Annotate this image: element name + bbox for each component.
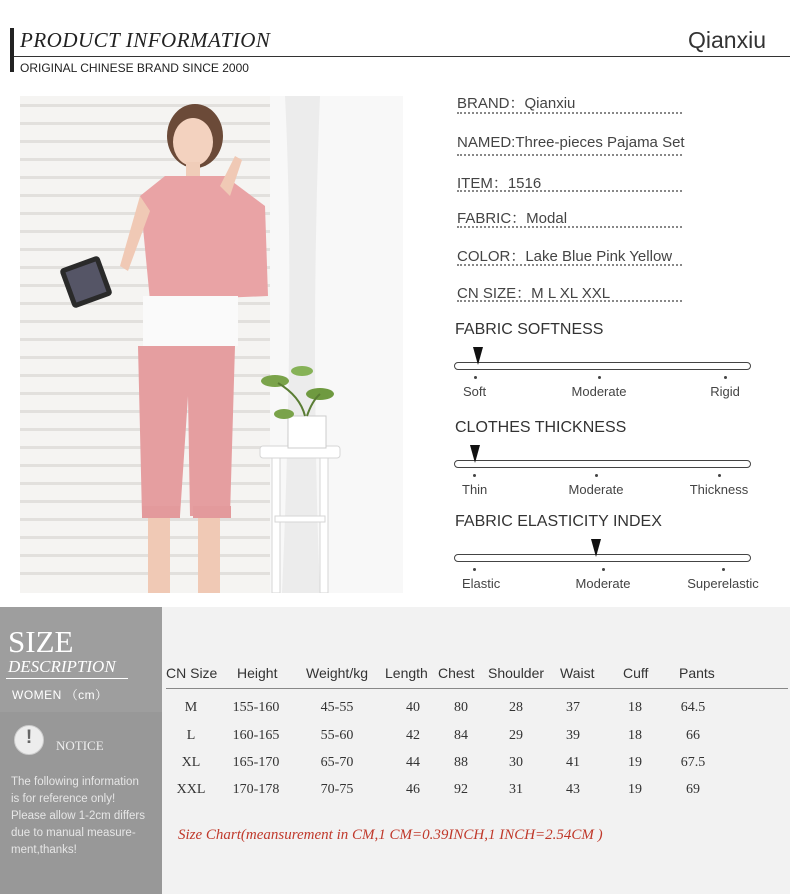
size-table-header: Length <box>385 665 428 681</box>
size-table-cell: 19 <box>628 782 642 797</box>
size-title-underline <box>6 678 128 679</box>
dotted-divider <box>457 190 682 192</box>
notice-text-line: ment,thanks! <box>11 844 77 856</box>
softness-scale-label: Soft <box>463 384 487 399</box>
scale-tick <box>602 568 605 571</box>
dotted-divider <box>457 112 682 114</box>
size-table-panel <box>162 607 790 894</box>
exclamation-icon: ! <box>25 727 33 748</box>
size-table-cell: 165-170 <box>232 755 280 770</box>
notice-text-line: is for reference only! <box>11 793 116 805</box>
info-color: COLOR：Lake Blue Pink Yellow <box>457 248 673 265</box>
size-table-cell: 42 <box>406 728 420 743</box>
size-table-cell: 37 <box>566 700 580 715</box>
scale-tick <box>473 474 476 477</box>
scale-tick <box>473 568 476 571</box>
scale-tick <box>724 376 727 379</box>
size-table-header: Chest <box>438 665 475 681</box>
size-table-cell: L <box>186 728 196 743</box>
size-table-cell: M <box>184 700 198 715</box>
size-table-cell: 80 <box>454 700 468 715</box>
size-table-cell: 18 <box>628 728 642 743</box>
size-chart-note: Size Chart(meansurement in CM,1 CM=0.39INCH,1 INCH=2.54CM ) <box>178 827 603 843</box>
elasticity-scale-title: FABRIC ELASTICITY INDEX <box>455 513 662 530</box>
notice-text-line: The following information <box>11 776 139 788</box>
size-table-cell: 28 <box>509 700 523 715</box>
size-table-cell: 170-178 <box>232 782 280 797</box>
thickness-scale-title: CLOTHES THICKNESS <box>455 419 627 436</box>
page-title: PRODUCT INFORMATION <box>20 28 271 52</box>
size-table-cell: 88 <box>454 755 468 770</box>
size-table-header: CN Size <box>166 665 218 681</box>
scale-tick <box>474 376 477 379</box>
thickness-scale-label: Thin <box>462 482 488 497</box>
size-table-cell: 70-75 <box>320 782 354 797</box>
size-table-cell: 66 <box>686 728 700 743</box>
elasticity-scale-label: Elastic <box>462 576 501 591</box>
thickness-level-marker <box>470 445 480 463</box>
scale-tick <box>598 376 601 379</box>
size-table-cell: 64.5 <box>680 700 706 715</box>
size-title: SIZE <box>8 624 74 659</box>
size-table-cell: XL <box>181 755 201 770</box>
size-table-cell: 39 <box>566 728 580 743</box>
elasticity-scale-label: Moderate <box>575 576 631 591</box>
size-table-cell: 69 <box>686 782 700 797</box>
size-table-cell: 92 <box>454 782 468 797</box>
dotted-divider <box>457 264 682 266</box>
size-table-header: Pants <box>679 665 715 681</box>
size-table-cell: 55-60 <box>320 728 354 743</box>
size-table-cell: 43 <box>566 782 580 797</box>
dotted-divider <box>457 226 682 228</box>
size-table-cell: 155-160 <box>232 700 280 715</box>
scale-tick <box>718 474 721 477</box>
model-photo-illustration <box>20 96 403 593</box>
softness-scale-label: Rigid <box>710 384 740 399</box>
dotted-divider <box>457 154 682 156</box>
softness-level-marker <box>473 347 483 365</box>
size-description-title: DESCRIPTION <box>8 657 116 676</box>
softness-scale-bar <box>454 362 751 370</box>
notice-text-line: due to manual measure- <box>11 827 136 839</box>
notice-label: NOTICE <box>56 738 104 753</box>
elasticity-level-marker <box>591 539 601 557</box>
size-table-cell: 84 <box>454 728 468 743</box>
size-table-cell: 44 <box>406 755 420 770</box>
size-table-header: Shoulder <box>488 665 545 681</box>
header-divider <box>14 56 790 57</box>
size-table-cell: 19 <box>628 755 642 770</box>
notice-text-line: Please allow 1-2cm differs <box>11 810 146 822</box>
header-accent-bar <box>10 28 14 72</box>
size-table-header: Cuff <box>623 665 649 681</box>
page-subtitle: ORIGINAL CHINESE BRAND SINCE 2000 <box>20 61 249 75</box>
size-table-cell: 65-70 <box>320 755 354 770</box>
info-item: ITEM：1516 <box>457 175 542 192</box>
brand-logo: Qianxiu <box>688 27 766 53</box>
size-table-header: Waist <box>560 665 595 681</box>
size-table-cell: 31 <box>509 782 523 797</box>
scale-tick <box>722 568 725 571</box>
size-table-header: Weight/kg <box>306 665 368 681</box>
dotted-divider <box>457 300 682 302</box>
size-table-cell: 29 <box>509 728 523 743</box>
elasticity-scale-label: Superelastic <box>687 576 759 591</box>
size-table-cell: XXL <box>176 782 206 797</box>
thickness-scale-label: Thickness <box>689 482 749 497</box>
size-table-cell: 30 <box>509 755 523 770</box>
info-named: NAMED:Three-pieces Pajama Set <box>457 134 685 151</box>
size-table-cell: 45-55 <box>320 700 354 715</box>
size-table-cell: 160-165 <box>232 728 280 743</box>
info-fabric: FABRIC：Modal <box>457 210 568 227</box>
size-table-cell: 18 <box>628 700 642 715</box>
size-table-cell: 40 <box>406 700 420 715</box>
size-table-cell: 46 <box>406 782 420 797</box>
info-cn-size: CN SIZE：M L XL XXL <box>457 285 611 302</box>
product-photo <box>20 96 403 593</box>
softness-scale-title: FABRIC SOFTNESS <box>455 321 604 338</box>
info-brand: BRAND：Qianxiu <box>457 95 576 112</box>
size-table-header-divider <box>166 688 788 689</box>
size-table-header: Height <box>237 665 278 681</box>
size-unit-label: WOMEN （cm） <box>12 688 108 702</box>
elasticity-scale-bar <box>454 554 751 562</box>
size-table-cell: 67.5 <box>680 755 706 770</box>
thickness-scale-label: Moderate <box>568 482 624 497</box>
scale-tick <box>595 474 598 477</box>
size-table-cell: 41 <box>566 755 580 770</box>
softness-scale-label: Moderate <box>571 384 627 399</box>
thickness-scale-bar <box>454 460 751 468</box>
